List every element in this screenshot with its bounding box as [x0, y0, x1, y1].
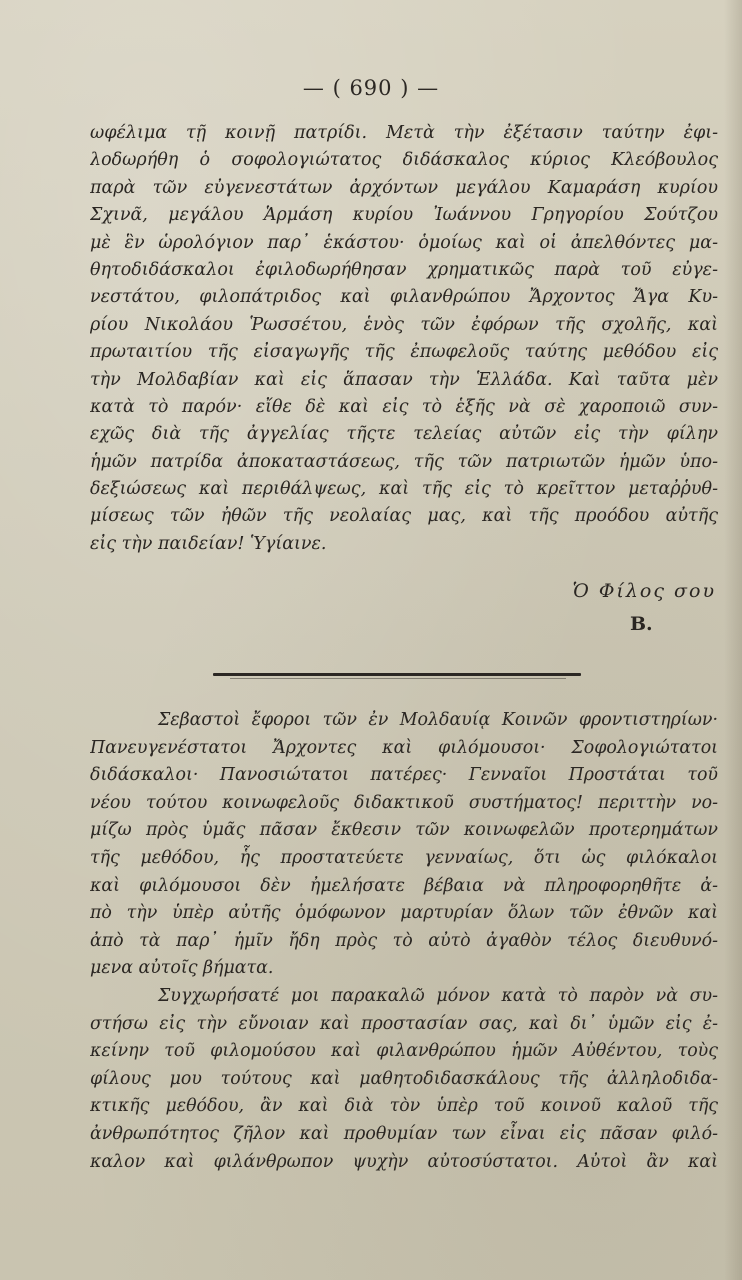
text-line: τὴν Μολδαβίαν καὶ εἰς ἅπασαν τὴν Ἑλλάδα. Καὶ ταῦτα μὲν [90, 369, 718, 390]
text-line: Σχινᾶ, μεγάλου Ἁρμάση κυρίου Ἰωάννου Γρηγορίου Σούτζου [90, 205, 718, 226]
text-line: μίζω πρὸς ὑμᾶς πᾶσαν ἔκθεσιν τῶν κοινωφελῶν προτερημάτων [90, 820, 718, 841]
text-line: πρωταιτίου τῆς εἰσαγωγῆς τῆς ἐπωφελοῦς ταύτης μεθόδου εἰς [90, 342, 718, 363]
signature-initial: Β. [630, 613, 653, 635]
text-line: ἀνθρωπότητος ζῆλον καὶ προθυμίαν των εἶναι εἰς πᾶσαν φιλό- [90, 1123, 718, 1144]
text-line: κείνην τοῦ φιλομούσου καὶ φιλανθρώπου ἡμῶν Αὐθέντου, τοὺς [90, 1041, 718, 1062]
text-line: ἡμῶν πατρίδα ἀποκαταστάσεως, τῆς τῶν πατριωτῶν ἡμῶν ὑπο- [90, 451, 718, 472]
text-line: εχῶς διὰ τῆς ἀγγελίας τῆςτε τελείας αὐτῶν εἰς τὴν φίλην [90, 424, 718, 445]
section-divider [213, 673, 581, 676]
text-line: φίλους μου τούτους καὶ μαθητοδιδασκάλους τῆς ἀλληλοδιδα- [90, 1068, 718, 1089]
text-line: ρίου Νικολάου Ῥωσσέτου, ἑνὸς τῶν ἐφόρων τῆς σχολῆς, καὶ [90, 314, 718, 335]
text-line: μενα αὐτοῖς βήματα. [90, 958, 274, 979]
text-line: εἰς τὴν παιδείαν! Ὑγίαινε. [90, 533, 327, 554]
text-line: καλον καὶ φιλάνθρωπον ψυχὴν αὐτοσύστατοι. Αὐτοὶ ἂν καὶ [90, 1151, 718, 1172]
text-line: νεστάτου, φιλοπάτριδος καὶ φιλανθρώπου Ἄρχοντος Ἄγα Κυ- [90, 287, 718, 308]
text-line: Συγχωρήσατέ μοι παρακαλῶ μόνον κατὰ τὸ παρὸν νὰ συ- [158, 985, 718, 1006]
text-line: μὲ ἓν ὡρολόγιον παρ᾽ ἑκάστου· ὁμοίως καὶ οἱ ἀπελθόντες μα- [90, 232, 718, 253]
text-line: μίσεως τῶν ἠθῶν τῆς νεολαίας μας, καὶ τῆς προόδου αὐτῆς [90, 506, 718, 527]
text-line: πὸ τὴν ὑπὲρ αὐτῆς ὁμόφωνον μαρτυρίαν ὅλων τῶν ἐθνῶν καὶ [90, 903, 718, 924]
text-line: ωφέλιμα τῇ κοινῇ πατρίδι. Μετὰ τὴν ἐξέτασιν ταύτην ἐφι- [90, 123, 718, 143]
text-line: στήσω εἰς τὴν εὔνοιαν καὶ προστασίαν σας, καὶ δι᾽ ὑμῶν εἰς ἐ- [90, 1013, 718, 1034]
text-line: Πανευγενέστατοι Ἄρχοντες καὶ φιλόμουσοι· Σοφολογιώτατοι [90, 737, 718, 758]
text-line: λοδωρήθη ὁ σοφολογιώτατος διδάσκαλος κύριος Κλεόβουλος [90, 150, 718, 171]
text-line: ἀπὸ τὰ παρ᾽ ἡμῖν ἤδη πρὸς τὸ αὐτὸ ἀγαθὸν τέλος διευθυνό- [90, 930, 718, 951]
text-line: θητοδιδάσκαλοι ἐφιλοδωρήθησαν χρηματικῶς παρὰ τοῦ εὐγε- [90, 259, 718, 280]
page-edge-shadow [724, 0, 742, 1280]
text-line: τῆς μεθόδου, ἧς προστατεύετε γενναίως, ὅτι ὡς φιλόκαλοι [90, 847, 718, 868]
letter-signature: Ὁ Φίλος σου [572, 580, 716, 602]
text-line: Σεβαστοὶ ἔφοροι τῶν ἐν Μολδαυίᾳ Κοινῶν φροντιστηρίων· [158, 710, 718, 730]
text-line: κτικῆς μεθόδου, ἂν καὶ διὰ τὸν ὑπὲρ τοῦ κοινοῦ καλοῦ τῆς [90, 1096, 718, 1117]
text-line: παρὰ τῶν εὐγενεστάτων ἀρχόντων μεγάλου Καμαράση κυρίου [90, 177, 718, 198]
address-text [90, 707, 718, 1176]
text-line: καὶ φιλόμουσοι δὲν ἠμελήσατε βέβαια νὰ πληροφορηθῆτε ἀ- [90, 875, 718, 896]
section-divider-shadow [230, 678, 566, 679]
text-line: νέου τούτου κοινωφελοῦς διδακτικοῦ συστήματος! περιττὴν νο- [90, 792, 718, 813]
text-line: δεξιώσεως καὶ περιθάλψεως, καὶ τῆς εἰς τὸ κρεῖττον μεταῤῥυθ- [90, 479, 718, 500]
letter-text [90, 120, 718, 558]
page-number: — ( 690 ) — [302, 76, 440, 100]
text-line: κατὰ τὸ παρόν· εἴθε δὲ καὶ εἰς τὸ ἑξῆς νὰ σὲ χαροποιῶ συν- [90, 396, 718, 417]
text-line: διδάσκαλοι· Πανοσιώτατοι πατέρες· Γενναῖοι Προστάται τοῦ [90, 765, 718, 786]
